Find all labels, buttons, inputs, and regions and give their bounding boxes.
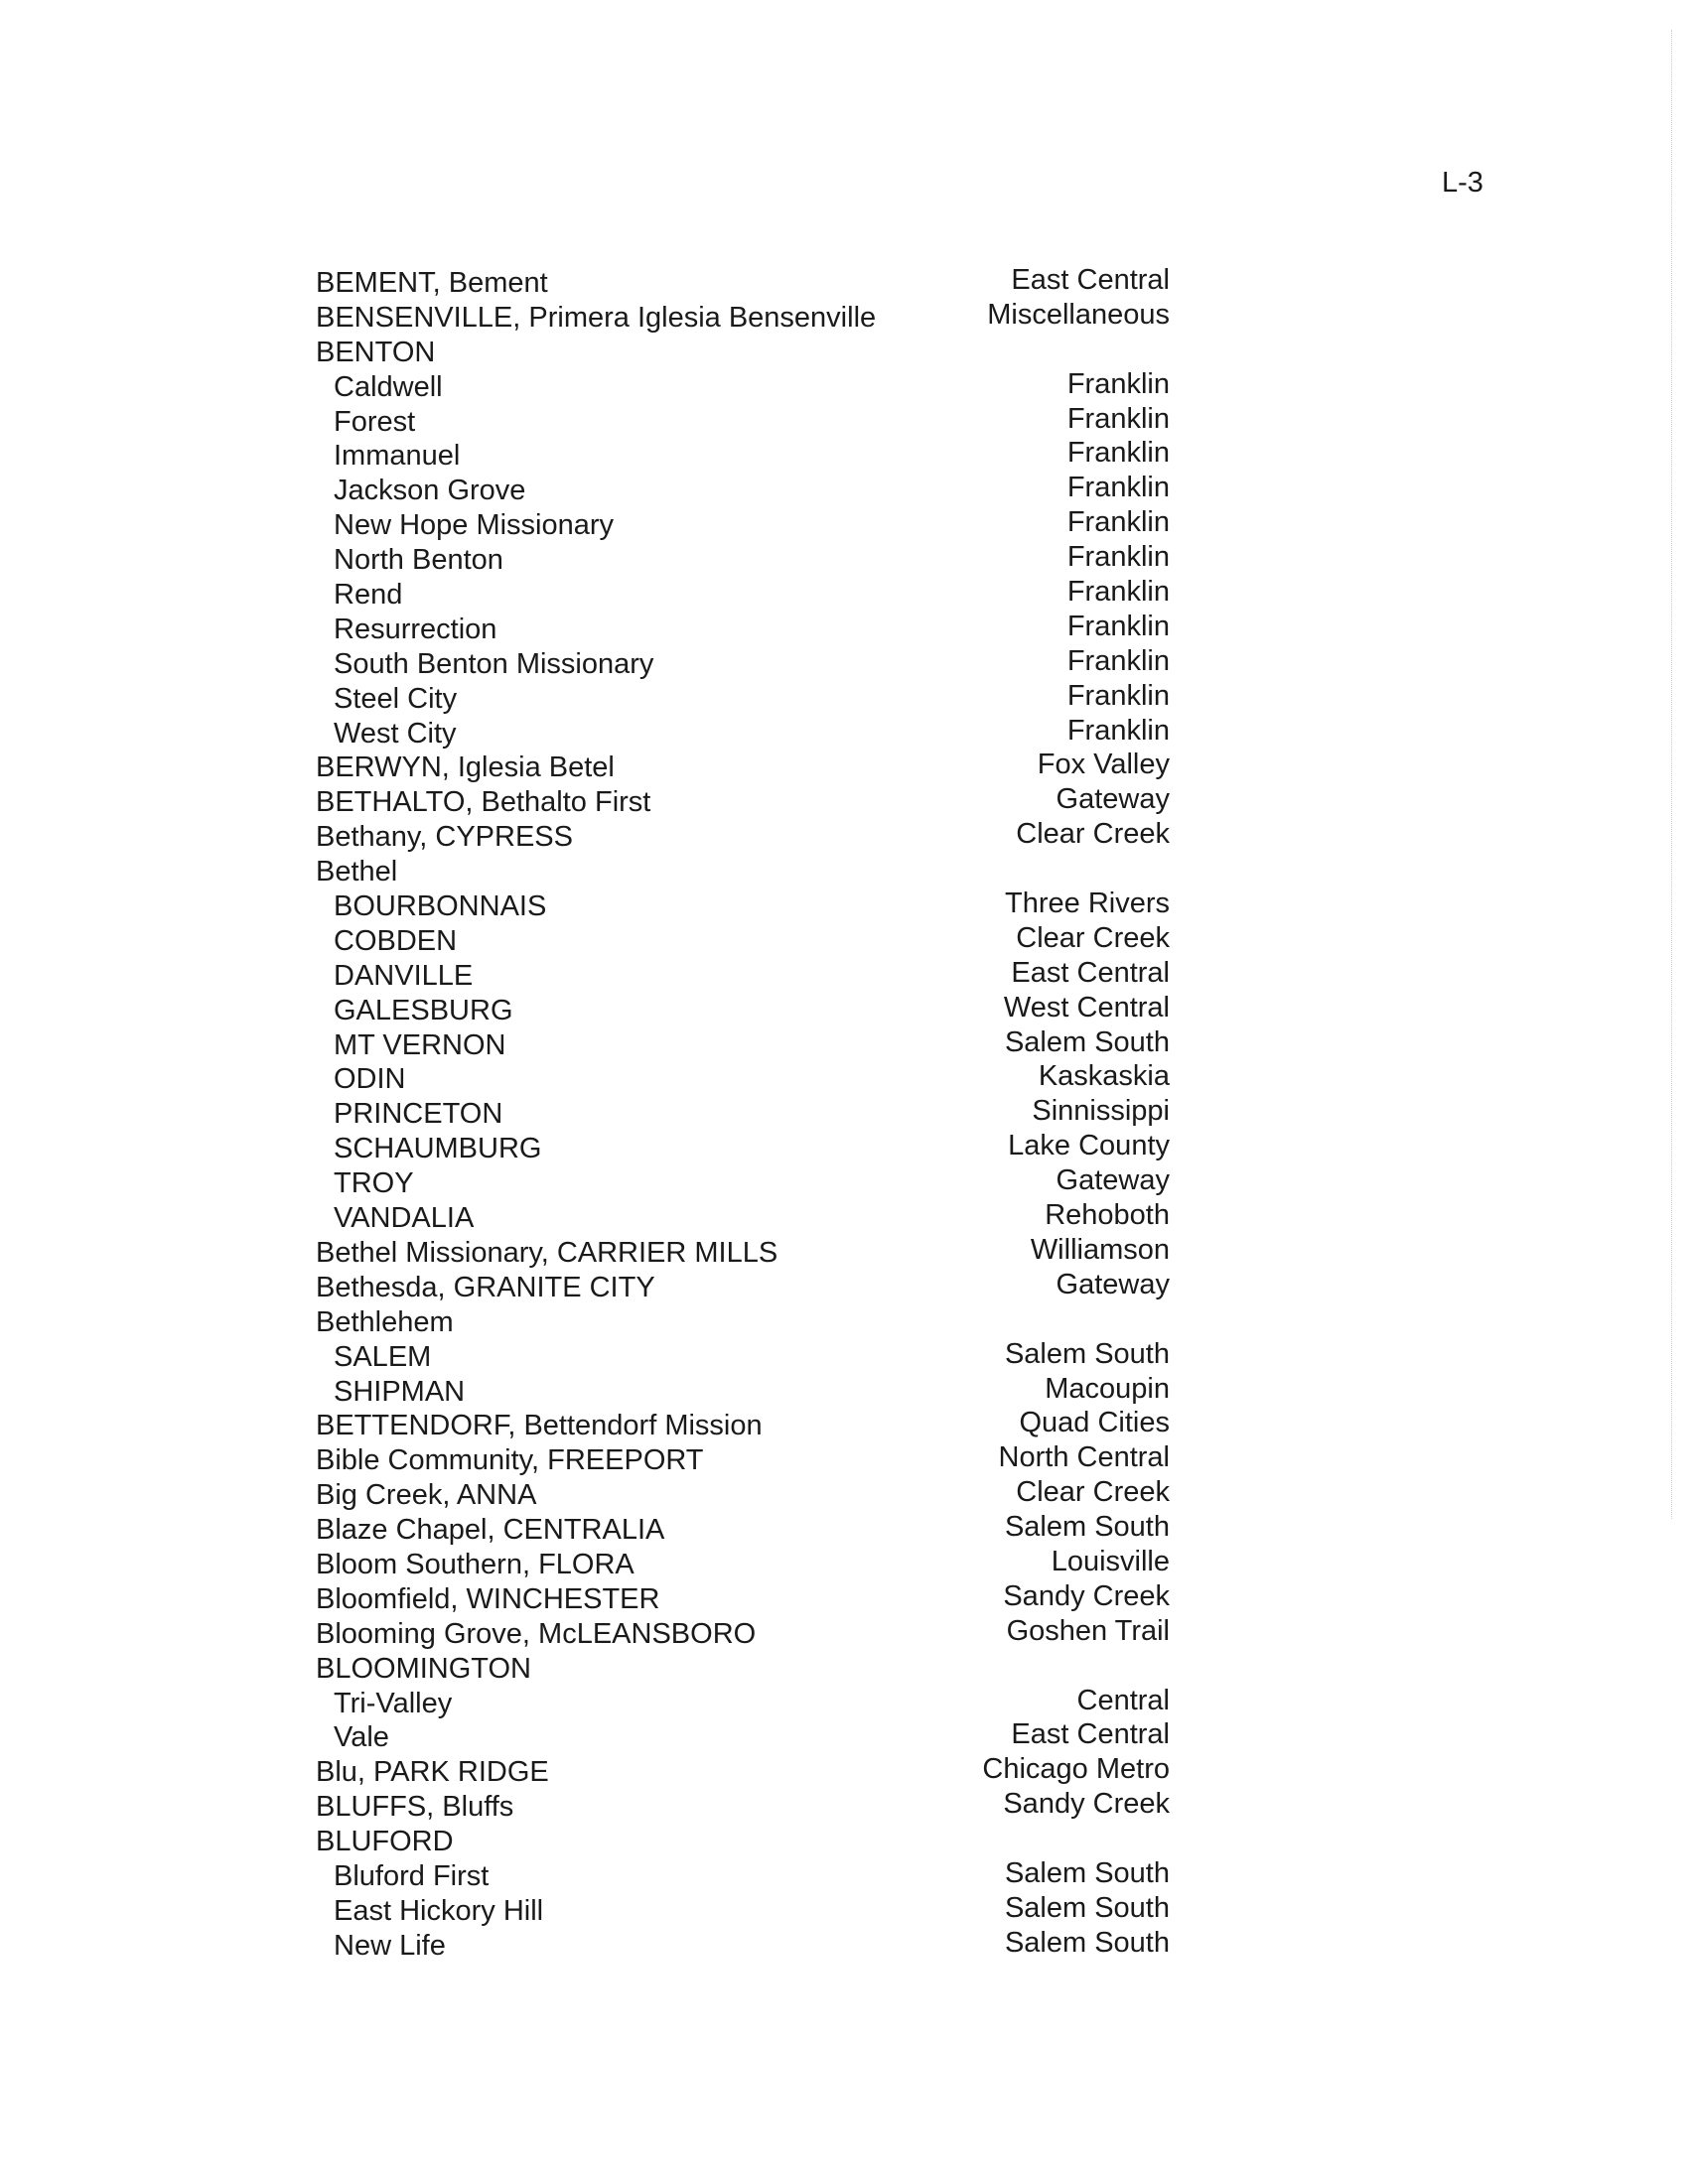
church-sub-entry (316, 1132, 1170, 1166)
association-name: Clear Creek (1016, 818, 1170, 851)
church-name: Caldwell (334, 370, 443, 403)
association-name: East Central (1011, 956, 1170, 989)
church-name: Tri-Valley (334, 1687, 453, 1719)
church-sub-entry (316, 543, 1170, 578)
church-name: ODIN (334, 1063, 406, 1096)
church-name: BEMENT, Bement (316, 267, 548, 299)
association-name: Salem South (1004, 1891, 1170, 1924)
church-entry (316, 1478, 1170, 1513)
church-sub-entry (316, 1684, 1170, 1721)
church-sub-entry (316, 644, 1170, 682)
association-name: Salem South (1004, 1856, 1170, 1889)
church-name: Blu, PARK RIDGE (316, 1756, 549, 1789)
church-name: Vale (334, 1721, 389, 1754)
association-name: Three Rivers (1005, 887, 1170, 920)
church-name: North Benton (334, 544, 503, 577)
scan-artifact (50, 228, 109, 268)
association-name: Gateway (1056, 1164, 1170, 1197)
association-name: Franklin (1066, 576, 1170, 609)
church-name: GALESBURG (334, 994, 513, 1026)
association-name: Franklin (1066, 472, 1170, 504)
association-name: Franklin (1066, 644, 1170, 677)
church-sub-entry (316, 1166, 1170, 1201)
association-name: Sinnissippi (1032, 1095, 1170, 1128)
association-name: Kaskaskia (1038, 1060, 1170, 1093)
church-name: Bethesda, GRANITE CITY (316, 1271, 655, 1303)
church-sub-entry (316, 714, 1170, 751)
association-name: Clear Creek (1016, 1476, 1170, 1509)
church-name: West City (334, 717, 457, 750)
church-name: DANVILLE (334, 959, 474, 992)
church-name: BLOOMINGTON (316, 1652, 531, 1685)
church-sub-entry (316, 889, 1170, 924)
association-name: Sandy Creek (1003, 1579, 1170, 1612)
church-sub-entry (316, 991, 1170, 1028)
church-name: Forest (334, 405, 416, 438)
church-name: BENSENVILLE, Primera Iglesia Bensenville (316, 301, 877, 334)
association-name: Macoupin (1045, 1372, 1170, 1405)
association-name: Franklin (1066, 541, 1170, 574)
church-entry (316, 1233, 1170, 1271)
association-name: Sandy Creek (1003, 1788, 1170, 1821)
church-sub-entry (316, 1062, 1170, 1097)
church-sub-entry (316, 1201, 1170, 1236)
church-sub-entry (316, 367, 1170, 405)
church-name: VANDALIA (334, 1202, 475, 1235)
church-sub-entry (316, 474, 1170, 508)
church-entry (316, 336, 1170, 370)
church-name: Jackson Grove (334, 475, 526, 507)
church-name: SALEM (334, 1340, 432, 1373)
church-name: Bethlehem (316, 1305, 454, 1338)
association-name: Franklin (1066, 679, 1170, 712)
association-name: Franklin (1066, 610, 1170, 642)
church-entry (316, 1652, 1170, 1687)
church-entry (316, 820, 1170, 855)
association-name: Central (1076, 1684, 1170, 1716)
church-entry (316, 1790, 1170, 1825)
church-name: SHIPMAN (334, 1375, 466, 1408)
association-name: East Central (1011, 1718, 1170, 1751)
church-sub-entry (316, 1891, 1170, 1929)
association-name: Rehoboth (1045, 1199, 1170, 1232)
association-name: Salem South (1004, 1337, 1170, 1370)
church-entry (316, 1825, 1170, 1859)
church-sub-entry (316, 1720, 1170, 1755)
church-name: BETHALTO, Bethalto First (316, 786, 651, 819)
association-name: Chicago Metro (982, 1753, 1170, 1786)
church-name: TROY (334, 1167, 414, 1200)
church-sub-entry (316, 1097, 1170, 1132)
association-name: Salem South (1004, 1025, 1170, 1058)
church-sub-entry (316, 578, 1170, 613)
church-name: BENTON (316, 336, 436, 368)
church-name: East Hickory Hill (334, 1894, 544, 1927)
church-name: SCHAUMBURG (334, 1133, 542, 1165)
church-name: COBDEN (334, 924, 458, 957)
association-name: Franklin (1066, 367, 1170, 400)
association-name: Franklin (1066, 714, 1170, 747)
church-sub-entry (316, 1856, 1170, 1894)
church-sub-entry (316, 1337, 1170, 1375)
church-sub-entry (316, 921, 1170, 959)
church-name: PRINCETON (334, 1098, 503, 1131)
church-sub-entry (316, 1372, 1170, 1410)
association-name: Clear Creek (1016, 921, 1170, 954)
church-entry (316, 1268, 1170, 1305)
church-entry (316, 1545, 1170, 1582)
association-name: Salem South (1004, 1926, 1170, 1959)
church-name: Bible Community, FREEPORT (316, 1444, 704, 1477)
church-entry (316, 1305, 1170, 1340)
church-list (316, 266, 1170, 1964)
association-name: East Central (1011, 264, 1170, 296)
church-name: BLUFORD (316, 1826, 454, 1858)
church-name: New Life (334, 1929, 446, 1962)
church-name: Big Creek, ANNA (316, 1479, 537, 1512)
scan-artifact (50, 1062, 109, 1102)
church-sub-entry (316, 439, 1170, 474)
church-sub-entry (316, 956, 1170, 994)
association-name: Goshen Trail (1006, 1614, 1170, 1647)
association-name: Louisville (1051, 1545, 1170, 1577)
church-name: BLUFFS, Bluffs (316, 1791, 514, 1824)
association-name: Gateway (1056, 1268, 1170, 1300)
church-name: Bluford First (334, 1859, 490, 1892)
church-entry (316, 785, 1170, 820)
church-entry (316, 1513, 1170, 1548)
church-name: BERWYN, Iglesia Betel (316, 751, 615, 784)
church-sub-entry (316, 1025, 1170, 1063)
church-entry (316, 266, 1170, 301)
church-entry (316, 855, 1170, 889)
church-name: Bloomfield, WINCHESTER (316, 1582, 660, 1615)
church-entry (316, 1409, 1170, 1443)
church-name: New Hope Missionary (334, 509, 615, 542)
church-name: BETTENDORF, Bettendorf Mission (316, 1410, 763, 1442)
church-sub-entry (316, 610, 1170, 647)
church-entry (316, 1614, 1170, 1652)
association-name: Franklin (1066, 506, 1170, 539)
church-name: Resurrection (334, 613, 497, 645)
association-name: North Central (998, 1441, 1170, 1474)
church-entry (316, 298, 1170, 336)
church-entry (316, 1579, 1170, 1617)
page-number: L-3 (1442, 167, 1483, 199)
association-name: Franklin (1066, 437, 1170, 470)
church-entry (316, 1443, 1170, 1478)
church-entry (316, 751, 1170, 785)
church-name: Bethany, CYPRESS (316, 821, 573, 854)
church-name: Blooming Grove, McLEANSBORO (316, 1617, 757, 1650)
church-name: South Benton Missionary (334, 647, 654, 680)
church-name: Bethel Missionary, CARRIER MILLS (316, 1236, 778, 1269)
church-name: Blaze Chapel, CENTRALIA (316, 1514, 665, 1547)
church-name: BOURBONNAIS (334, 890, 547, 923)
association-name: Franklin (1066, 402, 1170, 435)
association-name: Gateway (1056, 783, 1170, 816)
association-name: Lake County (1008, 1130, 1170, 1162)
association-name: Salem South (1004, 1511, 1170, 1544)
church-name: MT VERNON (334, 1028, 506, 1061)
scan-artifact (50, 1896, 109, 1936)
church-name: Immanuel (334, 440, 461, 473)
association-name: West Central (1003, 991, 1170, 1024)
scan-edge (1670, 30, 1672, 1519)
church-name: Rend (334, 579, 403, 612)
association-name: Fox Valley (1037, 749, 1170, 781)
church-sub-entry (316, 402, 1170, 440)
association-name: Miscellaneous (987, 298, 1170, 331)
church-sub-entry (316, 1926, 1170, 1964)
church-name: Bloom Southern, FLORA (316, 1548, 634, 1580)
church-sub-entry (316, 508, 1170, 543)
church-sub-entry (316, 679, 1170, 717)
association-name: Williamson (1030, 1233, 1170, 1266)
church-entry (316, 1755, 1170, 1790)
church-name: Bethel (316, 856, 398, 888)
association-name: Quad Cities (1019, 1407, 1170, 1439)
church-name: Steel City (334, 682, 458, 715)
